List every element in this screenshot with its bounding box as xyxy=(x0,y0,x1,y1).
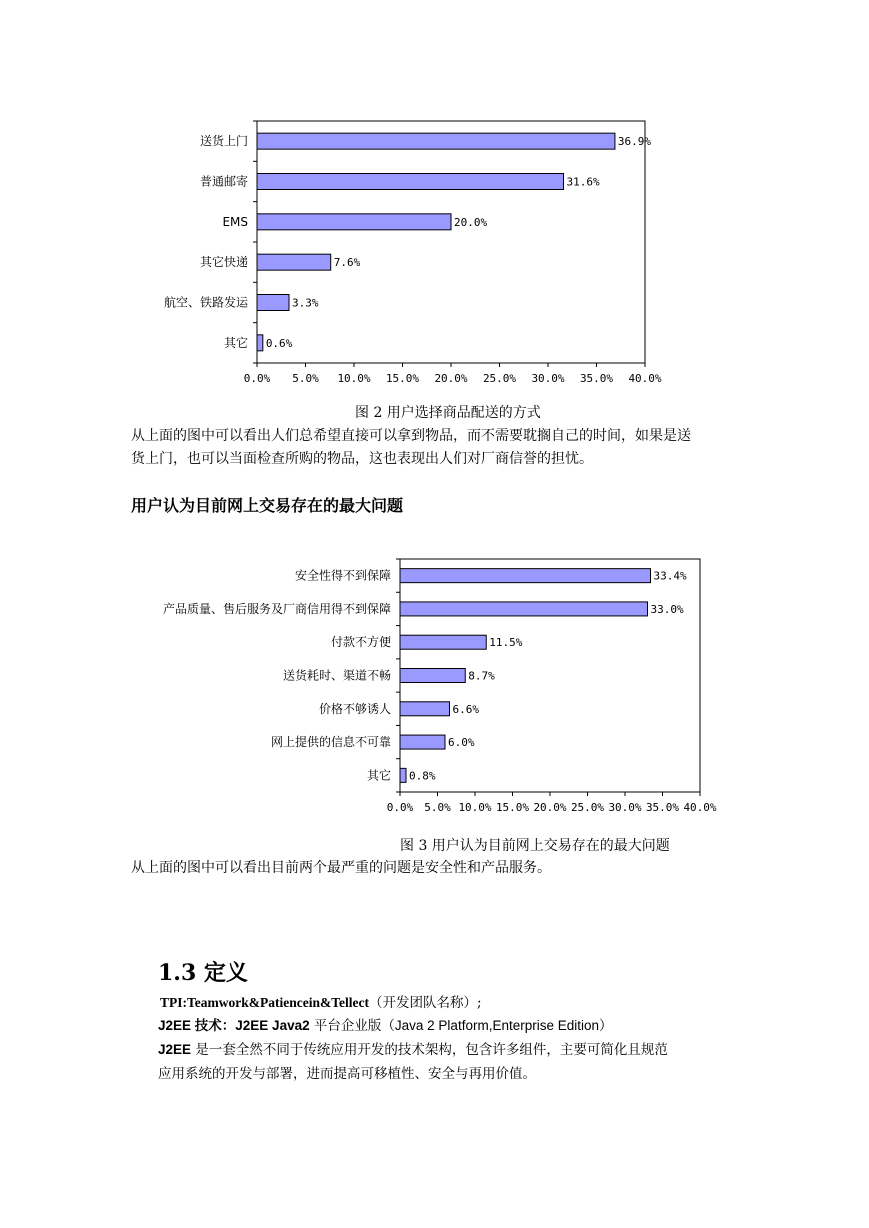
j2ee-definition-line-2: 应用系统的开发与部署，进而提高可移植性、安全与再用价值。 xyxy=(158,1066,536,1082)
problems-bar xyxy=(400,702,450,716)
delivery-x-tick-label: 35.0% xyxy=(579,372,614,385)
problems-bar xyxy=(400,768,406,782)
problems-category-label: 付款不方便 xyxy=(330,635,391,650)
online-trade-problems-chart-svg xyxy=(0,545,869,830)
problems-x-tick-label: 25.0% xyxy=(570,801,605,814)
problems-bar xyxy=(400,602,648,616)
problems-bar xyxy=(400,735,445,749)
delivery-x-tick-label: 40.0% xyxy=(628,372,662,385)
delivery-bar xyxy=(257,174,564,190)
j2ee-term: J2EE 技术： xyxy=(158,1018,236,1033)
problems-value-label: 33.4% xyxy=(653,569,687,583)
delivery-x-tick-label: 25.0% xyxy=(482,372,517,385)
problems-category-label: 价格不够诱人 xyxy=(318,701,391,716)
delivery-x-tick-label: 5.0% xyxy=(292,372,319,385)
delivery-x-tick-label: 20.0% xyxy=(434,372,468,385)
problems-bar xyxy=(400,669,465,683)
problems-category-label: 其它 xyxy=(366,768,391,783)
delivery-value-label: 3.3% xyxy=(292,296,319,310)
delivery-bar xyxy=(257,214,451,230)
delivery-x-tick-label: 30.0% xyxy=(531,372,565,385)
problems-category-label: 网上提供的信息不可靠 xyxy=(270,735,391,750)
paragraph-1-line-2: 货上门，也可以当面检查所购的物品，这也表现出人们对厂商信誉的担忧。 xyxy=(131,451,593,467)
figure-3-caption: 图 3 用户认为目前网上交易存在的最大问题 xyxy=(400,838,670,854)
delivery-category-label: 普通邮寄 xyxy=(199,174,248,189)
tpi-term: TPI:Teamwork&Patiencein&Tellect xyxy=(160,995,369,1010)
delivery-method-chart-svg xyxy=(0,100,869,400)
delivery-category-label: 其它快递 xyxy=(199,255,248,270)
delivery-x-tick-label: 15.0% xyxy=(385,372,420,385)
problems-x-tick-label: 30.0% xyxy=(608,801,642,814)
delivery-value-label: 36.9% xyxy=(617,135,652,149)
j2ee-platform-en: Java 2 Platform,Enterprise Edition xyxy=(394,1018,600,1033)
j2ee-platform: 平台企业版（ xyxy=(309,1018,395,1034)
problems-category-label: 产品质量、售后服务及厂商信用得不到保障 xyxy=(162,601,391,616)
problems-value-label: 6.6% xyxy=(452,702,479,716)
figure-2-caption: 图 2 用户选择商品配送的方式 xyxy=(355,405,541,421)
j2ee-java2: J2EE Java2 xyxy=(235,1018,310,1033)
j2ee-def-text-1: 是一套全然不同于传统应用开发的技术架构，包含许多组件，主要可简化且规范 xyxy=(191,1042,668,1058)
j2ee-def-term: J2EE xyxy=(158,1042,192,1057)
problems-bar xyxy=(400,569,651,583)
j2ee-definition-line-1 xyxy=(158,1038,668,1062)
delivery-bar xyxy=(257,254,331,270)
delivery-x-tick-label: 0.0% xyxy=(243,372,271,385)
j2ee-technology-line xyxy=(158,1014,613,1038)
tpi-definition xyxy=(160,991,482,1015)
delivery-method-chart xyxy=(0,100,869,400)
tpi-description: （开发团队名称）; xyxy=(368,995,482,1011)
delivery-value-label: 20.0% xyxy=(454,215,488,229)
delivery-value-label: 0.6% xyxy=(265,336,293,350)
problems-x-tick-label: 0.0% xyxy=(386,801,414,814)
problems-category-label: 送货耗时、渠道不畅 xyxy=(282,668,391,683)
delivery-bar xyxy=(257,335,263,351)
problems-value-label: 8.7% xyxy=(468,669,495,683)
delivery-value-label: 7.6% xyxy=(333,256,361,270)
delivery-category-label: EMS xyxy=(222,214,248,229)
problems-x-tick-label: 15.0% xyxy=(495,801,530,814)
problems-x-tick-label: 40.0% xyxy=(683,801,717,814)
problems-x-tick-label: 20.0% xyxy=(533,801,567,814)
delivery-bar xyxy=(257,295,289,311)
problems-value-label: 0.8% xyxy=(409,769,436,783)
j2ee-close: ） xyxy=(599,1018,613,1034)
section-heading: 1.3 定义 xyxy=(158,960,248,986)
problems-value-label: 11.5% xyxy=(489,636,523,650)
delivery-bar xyxy=(257,133,615,149)
delivery-plot-frame xyxy=(257,121,645,363)
problems-value-label: 33.0% xyxy=(650,602,684,616)
online-trade-problems-chart xyxy=(0,545,869,830)
delivery-category-label: 其它 xyxy=(223,335,248,350)
delivery-category-label: 送货上门 xyxy=(199,134,248,149)
problems-x-tick-label: 10.0% xyxy=(458,801,492,814)
paragraph-2: 从上面的图中可以看出目前两个最严重的问题是安全性和产品服务。 xyxy=(131,860,551,876)
problems-x-tick-label: 35.0% xyxy=(645,801,680,814)
delivery-x-tick-label: 10.0% xyxy=(337,372,371,385)
problems-bar xyxy=(400,635,486,649)
delivery-value-label: 31.6% xyxy=(566,175,600,189)
paragraph-1-line-1: 从上面的图中可以看出人们总希望直接可以拿到物品，而不需要耽搁自己的时间，如果是送 xyxy=(131,428,691,444)
problems-category-label: 安全性得不到保障 xyxy=(294,568,391,583)
problems-value-label: 6.0% xyxy=(448,736,475,750)
section-subheading: 用户认为目前网上交易存在的最大问题 xyxy=(131,496,404,515)
delivery-category-label: 航空、铁路发运 xyxy=(163,295,248,310)
problems-x-tick-label: 5.0% xyxy=(424,801,451,814)
